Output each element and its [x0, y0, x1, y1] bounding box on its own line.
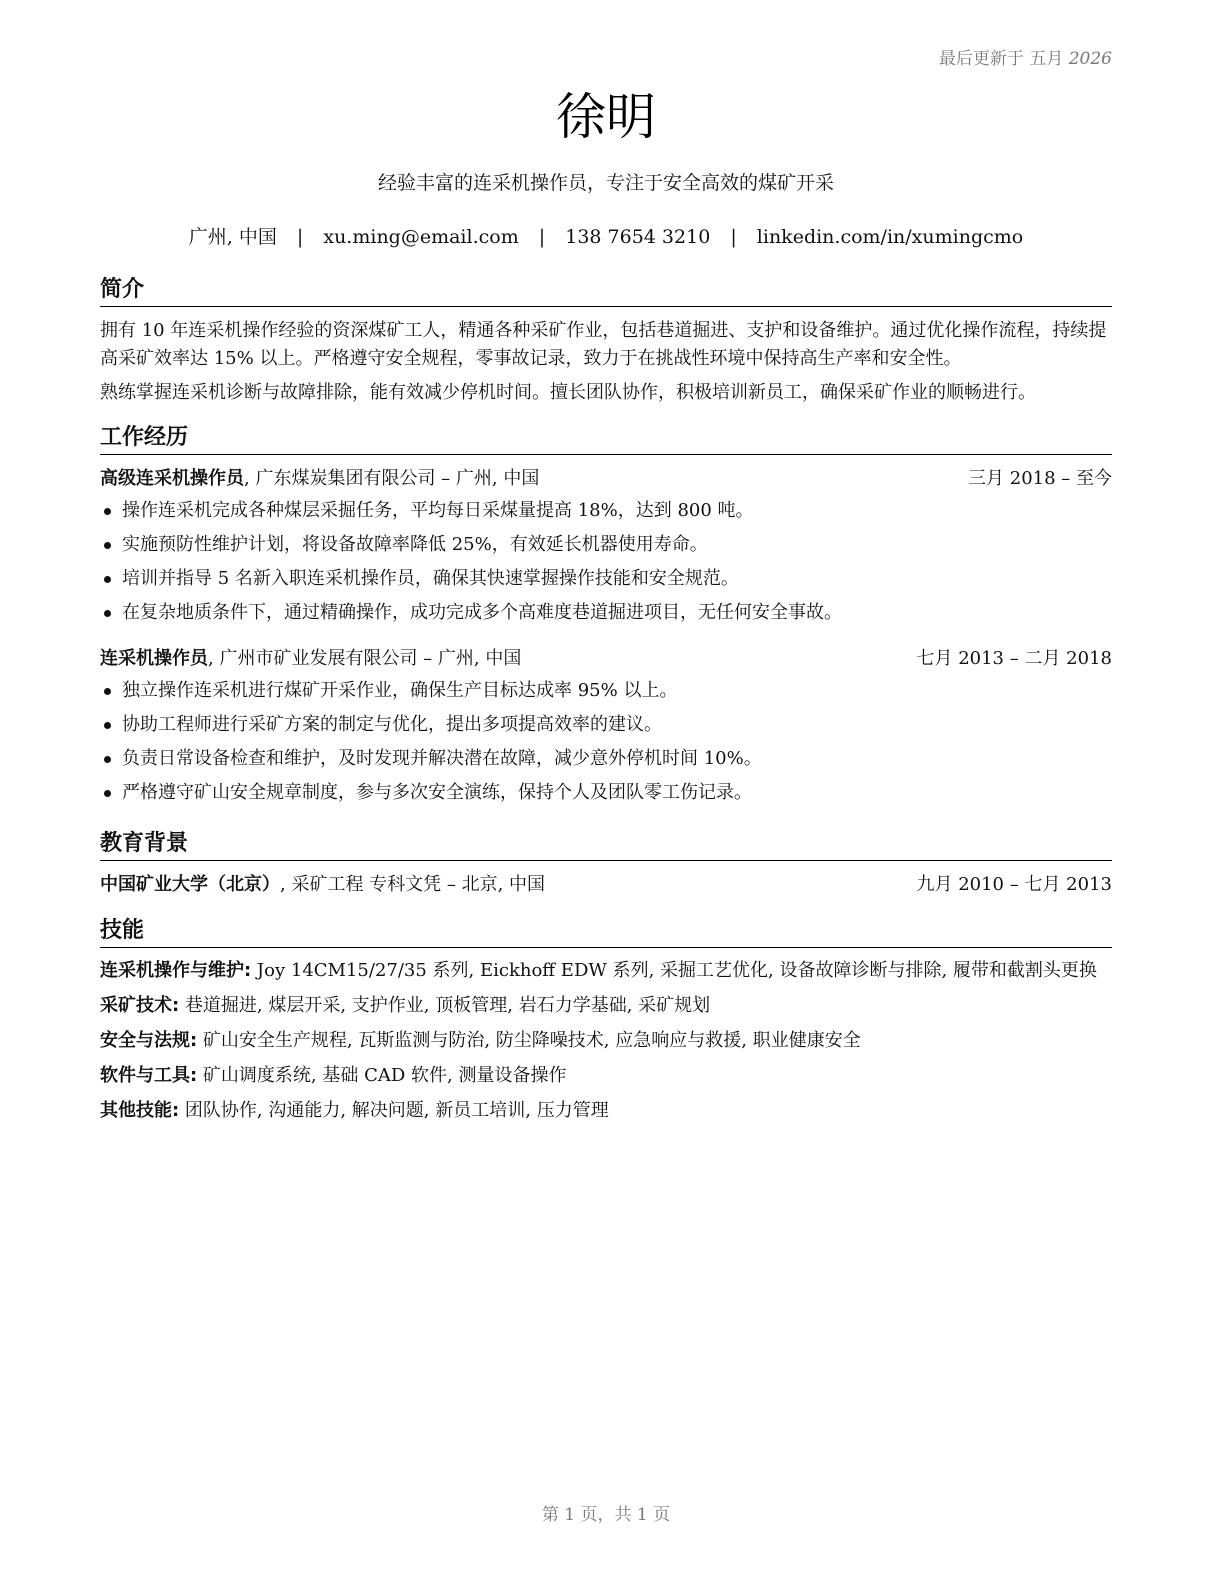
skill-line [100, 1063, 1112, 1089]
job-org: , 广东煤炭集团有限公司 – 广州, 中国 [244, 468, 540, 489]
job-bullet: 独立操作连采机进行煤矿开采作业，确保生产目标达成率 95% 以上。 [100, 677, 1112, 705]
skill-value: 巷道掘进, 煤层开采, 支护作业, 顶板管理, 岩石力学基础, 采矿规划 [179, 995, 711, 1016]
job-role: 连采机操作员 [100, 648, 208, 669]
skill-line [100, 958, 1112, 984]
summary-section [100, 276, 1112, 413]
contact-separator: | [730, 226, 737, 248]
skill-label: 安全与法规: [100, 1030, 198, 1051]
contact-email-link[interactable]: xu.ming@email.com [323, 226, 519, 248]
last-updated [939, 44, 1112, 69]
job-dates: 七月 2013 – 二月 2018 [916, 648, 1112, 669]
job-bullet: 培训并指导 5 名新入职连采机操作员，确保其快速掌握操作技能和安全规范。 [100, 565, 1112, 593]
skills-title: 技能 [100, 917, 1112, 948]
skill-value: 矿山安全生产规程, 瓦斯监测与防治, 防尘降噪技术, 应急响应与救援, 职业健康安全 [197, 1030, 861, 1051]
last-updated-label: 最后更新于 五月 [938, 49, 1064, 69]
job-bullet: 实施预防性维护计划，将设备故障率降低 25%，有效延长机器使用寿命。 [100, 531, 1112, 559]
contact-phone: 138 7654 3210 [565, 226, 711, 248]
job-header [100, 465, 1112, 493]
job-bullets [100, 497, 1112, 627]
summary-title: 简介 [100, 276, 1112, 307]
education-title: 教育背景 [100, 830, 1112, 861]
job-role: 高级连采机操作员 [100, 468, 244, 489]
page-number: 第 1 页，共 1 页 [541, 1505, 671, 1525]
skill-line [100, 1098, 1112, 1124]
resume-page [100, 0, 1112, 1584]
skill-label: 软件与工具: [100, 1065, 198, 1086]
education-detail: , 采矿工程 专科文凭 – 北京, 中国 [280, 874, 546, 895]
tagline: 经验丰富的连采机操作员，专注于安全高效的煤矿开采 [377, 172, 834, 194]
skill-label: 连采机操作与维护: [100, 960, 252, 981]
skill-value: 矿山调度系统, 基础 CAD 软件, 测量设备操作 [197, 1065, 567, 1086]
job-bullets [100, 677, 1112, 807]
job-bullet: 严格遵守矿山安全规章制度，参与多次安全演练，保持个人及团队零工伤记录。 [100, 779, 1112, 807]
experience-section [100, 424, 1112, 813]
skill-value: Joy 14CM15/27/35 系列, Eickhoff EDW 系列, 采掘工艺优化, 设备故障诊断与排除, 履带和截割头更换 [251, 960, 1097, 981]
skill-line [100, 993, 1112, 1019]
contact-line [100, 224, 1112, 250]
last-updated-year: 2026 [1068, 49, 1112, 69]
skill-value: 团队协作, 沟通能力, 解决问题, 新员工培训, 压力管理 [179, 1100, 609, 1121]
education-school: 中国矿业大学（北京） [100, 874, 280, 895]
contact-separator: | [296, 226, 304, 248]
summary-paragraph: 熟练掌握连采机诊断与故障排除，能有效减少停机时间。擅长团队协作，积极培训新员工，确保采矿作业的顺畅进行。 [100, 382, 1036, 403]
job-entry [100, 465, 1112, 627]
education-entry [100, 871, 1112, 899]
job-dates: 三月 2018 – 至今 [968, 468, 1112, 489]
skills-section [100, 917, 1112, 1133]
experience-title: 工作经历 [100, 424, 1112, 455]
summary-paragraph: 拥有 10 年连采机操作经验的资深煤矿工人，精通各种采矿作业，包括巷道掘进、支护和设备维护。通过优化操作流程，持续提高采矿效率达 15% 以上。严格遵守安全规程，零事故记录，致力于在挑战性环境中保持高生产率和安全性。 [100, 320, 1107, 369]
education-section [100, 830, 1112, 903]
contact-separator: | [538, 226, 546, 248]
job-bullet: 负责日常设备检查和维护，及时发现并解决潜在故障，减少意外停机时间 10%。 [100, 745, 1112, 773]
candidate-name: 徐明 [556, 88, 656, 146]
skill-line [100, 1028, 1112, 1054]
job-bullet: 协助工程师进行采矿方案的制定与优化，提出多项提高效率的建议。 [100, 711, 1112, 739]
job-org: , 广州市矿业发展有限公司 – 广州, 中国 [208, 648, 522, 669]
job-header [100, 645, 1112, 673]
skill-label: 采矿技术: [100, 995, 180, 1016]
contact-location: 广州, 中国 [188, 226, 277, 248]
contact-linkedin-link[interactable]: linkedin.com/in/xumingcmo [756, 226, 1024, 248]
job-entry [100, 645, 1112, 807]
job-bullet: 操作连采机完成各种煤层采掘任务，平均每日采煤量提高 18%，达到 800 吨。 [100, 497, 1112, 525]
skill-label: 其他技能: [100, 1100, 180, 1121]
job-bullet: 在复杂地质条件下，通过精确操作，成功完成多个高难度巷道掘进项目，无任何安全事故。 [100, 599, 1112, 627]
education-dates: 九月 2010 – 七月 2013 [916, 874, 1112, 895]
